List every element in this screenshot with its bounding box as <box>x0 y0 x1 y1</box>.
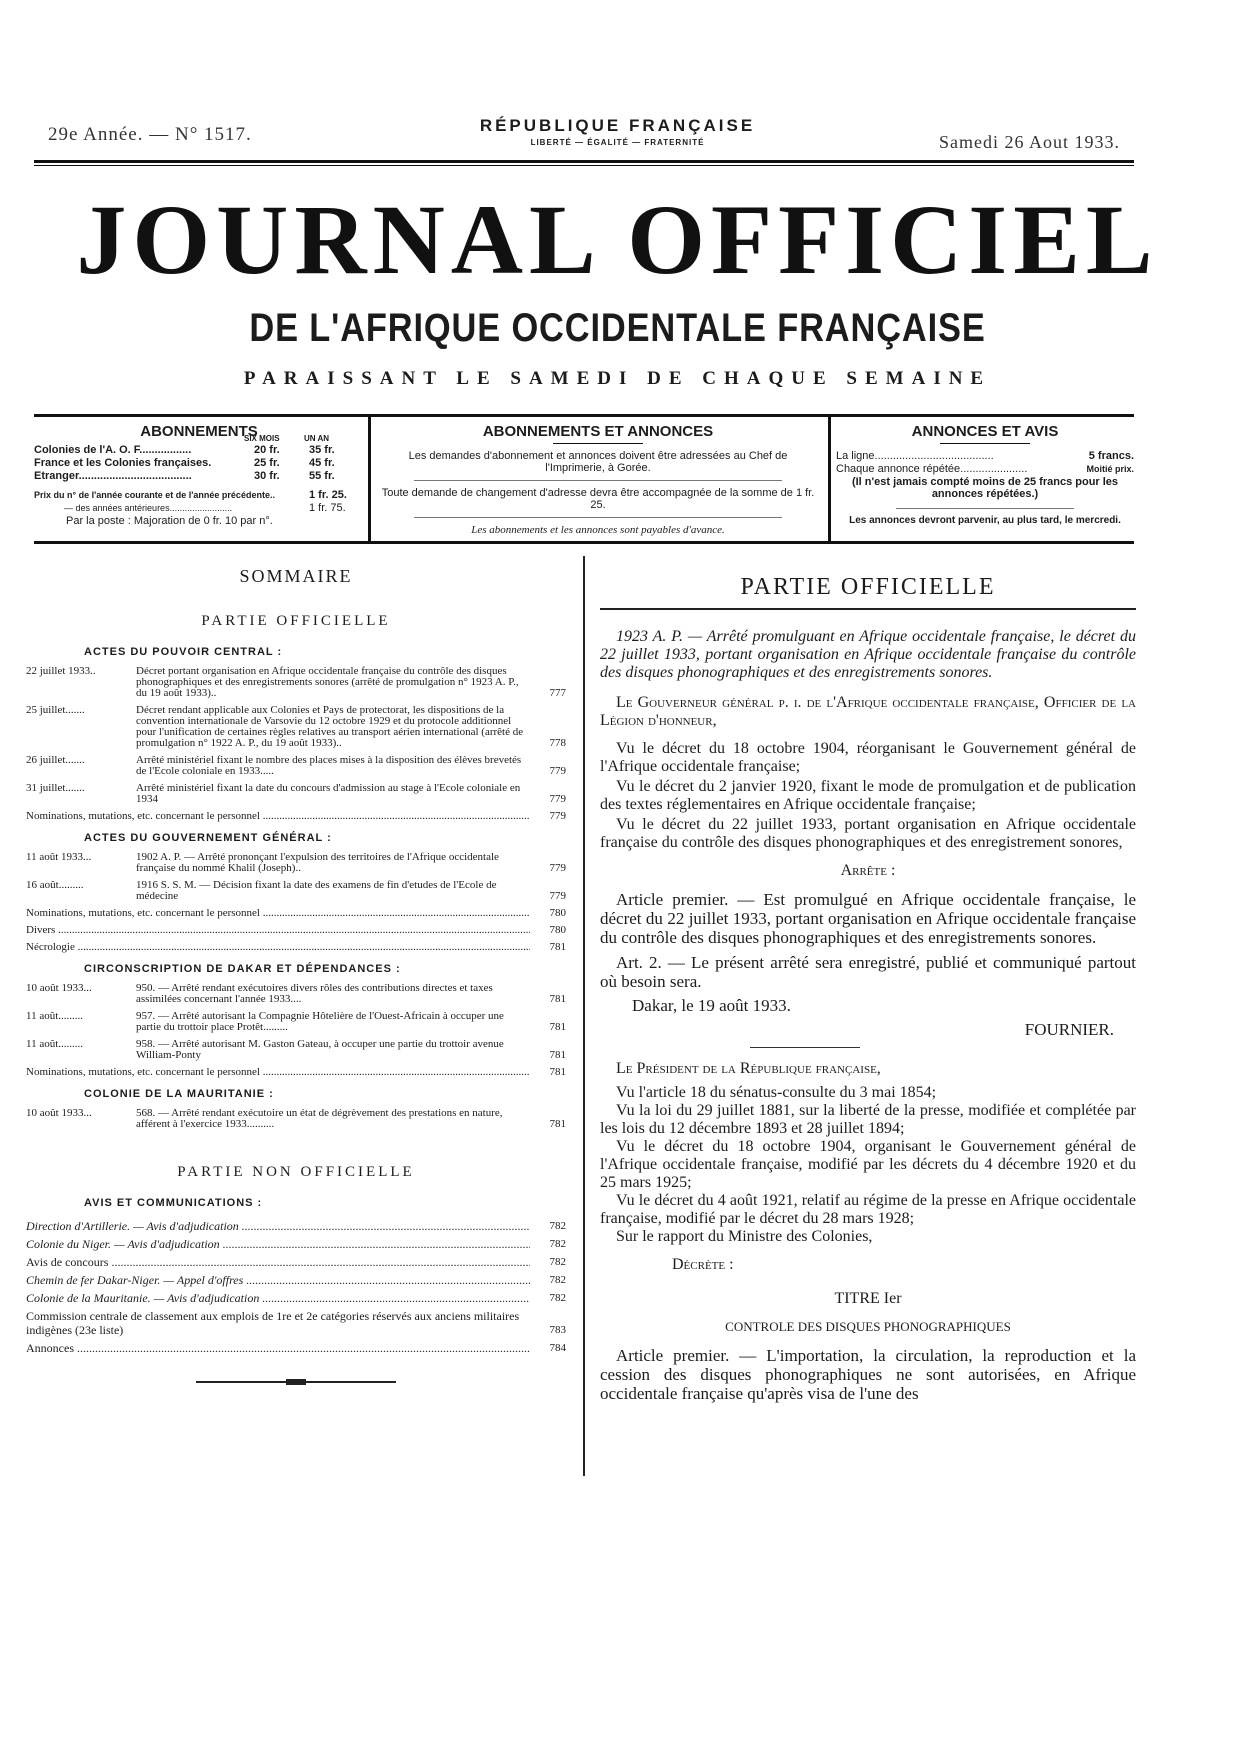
president-line: Le Président de la République française, <box>616 1060 881 1077</box>
avis-entry <box>26 1341 566 1355</box>
vu-paragraph: Vu le décret du 22 juillet 1933, portant organisation en Afrique occidentale française du contrôle des disques phonographiques et des enregistrement sonores, <box>600 816 1136 851</box>
avis-text: Direction d'Artillerie. — Avis d'adjudication ..... <box>26 1219 530 1233</box>
republic-motto: LIBERTÉ — ÉGALITÉ — FRATERNITÉ <box>530 138 705 147</box>
deadline-note: Les annonces devront parvenir, au plus tard, le mercredi. <box>849 515 1121 526</box>
sommaire-entry <box>26 666 566 699</box>
box-divider <box>368 417 371 541</box>
entry-text: 1916 S. S. M. — Décision fixant la date des examens de fin d'etudes de l'Ecole de médecine <box>136 879 497 902</box>
entry-date: 22 juillet 1933.. <box>26 665 96 677</box>
partie-non-officielle-heading: PARTIE NON OFFICIELLE <box>177 1164 415 1180</box>
entry-text: Divers ..... <box>26 925 530 936</box>
entry-page: 779 <box>549 810 566 822</box>
avis-page: 782 <box>549 1274 566 1286</box>
column-divider <box>583 556 585 1476</box>
sommaire-entry <box>26 811 566 822</box>
avis-entry <box>26 1255 566 1269</box>
avis-text: Avis de concours ..... <box>26 1255 530 1269</box>
signature: FOURNIER. <box>1024 1020 1114 1039</box>
abonnements-title: ABONNEMENTS <box>140 423 258 440</box>
entry-page: 780 <box>549 907 566 919</box>
place-date: Dakar, le 19 août 1933. <box>632 996 791 1015</box>
entry-text: Décret rendant applicable aux Colonies et Pays de protectorat, les dispositions de la convention internationale de Varsovie du 12 octobre 1929 et du protocole additionnel pour l'unification de certaines règles relatives au transport aérien international (arrêté de promulgation n° 1922 A. P., du 19 août 1933).. <box>136 704 524 749</box>
avis-page: 782 <box>549 1292 566 1304</box>
vu-paragraph: Vu le décret du 18 octobre 1904, réorganisant le Gouvernement général de l'Afrique occidentale française; <box>600 740 1136 775</box>
avis-list <box>26 1219 566 1355</box>
entry-page: 781 <box>549 993 566 1005</box>
partie-officielle-heading: PARTIE OFFICIELLE <box>201 613 391 629</box>
sommaire-entry <box>26 942 566 953</box>
titre-heading: TITRE Ier <box>834 1290 902 1307</box>
section-heading: COLONIE DE LA MAURITANIE : <box>84 1088 274 1100</box>
avis-text: Colonie de la Mauritanie. — Avis d'adjudication ..... <box>26 1291 530 1305</box>
sommaire-entry <box>26 983 566 1005</box>
address-change-note: Toute demande de changement d'adresse devra être accompagnée de la somme de 1 fr. 25. <box>381 487 815 511</box>
sommaire-entry <box>26 783 566 805</box>
partie-officielle <box>600 574 1136 1409</box>
entry-text: 957. — Arrêté autorisant la Compagnie Hôtelière de l'Ouest-Africain à occuper une partie du trottoir place Protêt......... <box>136 1010 504 1033</box>
sommaire-entry <box>26 852 566 874</box>
address-note: Les demandes d'abonnement et annonces doivent être adressées au Chef de l'Imprimerie, à Gorée. <box>408 450 788 474</box>
arrete-intro: 1923 A. P. — Arrêté promulguant en Afrique occidentale française, le décret du 22 juillet 1933, portant organisation en Afrique occidentale française du contrôle des disques phonographiques et des enregistrements sonores. <box>600 628 1136 681</box>
entry-page: 779 <box>549 890 566 902</box>
price-row: — des années antérieures......................... 1 fr. 75. <box>64 502 346 514</box>
entry-text: Nominations, mutations, etc. concernant le personnel ..... <box>26 908 530 919</box>
journal-title: JOURNAL OFFICIEL <box>76 184 1159 295</box>
annonces-avis-column <box>836 417 1134 541</box>
rapport-line: Sur le rapport du Ministre des Colonies, <box>616 1228 873 1245</box>
entry-date: 10 août 1933... <box>26 1107 92 1119</box>
partie-officielle-title: PARTIE OFFICIELLE <box>740 574 996 600</box>
avis-heading: AVIS ET COMMUNICATIONS : <box>84 1197 263 1209</box>
entry-text: Arrêté ministériel fixant le nombre des places mises à la disposition des élèves brevetés de l'Ecole coloniale en 1933..... <box>136 754 522 777</box>
entry-text: 1902 A. P. — Arrêté prononçant l'expulsion des territoires de l'Afrique occidentale française du nommé Khalil (Joseph).. <box>136 851 499 874</box>
rate-row: Colonies de l'A. O. F................. 20 fr. 35 fr. <box>34 444 335 456</box>
sommaire-entry <box>26 705 566 749</box>
sommaire-title: SOMMAIRE <box>239 566 353 586</box>
ornament-rule <box>196 1373 396 1391</box>
col-un-an: UN AN <box>304 434 330 443</box>
entry-text: Nominations, mutations, etc. concernant le personnel ..... <box>26 1067 530 1078</box>
avis-text: Chemin de fer Dakar-Niger. — Appel d'offres ..... <box>26 1273 530 1287</box>
entry-date: 25 juillet....... <box>26 704 85 716</box>
subscription-box <box>34 414 1134 544</box>
sommaire-entry <box>26 755 566 777</box>
entry-page: 781 <box>549 941 566 953</box>
tariff-row: La ligne....................................... 5 francs. <box>836 450 1134 462</box>
entry-page: 781 <box>549 1066 566 1078</box>
entry-page: 779 <box>549 793 566 805</box>
sommaire-entry <box>26 1039 566 1061</box>
sommaire-entry <box>26 880 566 902</box>
section-heading: ACTES DU POUVOIR CENTRAL : <box>84 646 283 658</box>
tariff-row: Chaque annonce répétée...................... Moitié prix. <box>836 463 1134 475</box>
price-row: Prix du n° de l'année courante et de l'année précédente.. 1 fr. 25. <box>34 489 347 501</box>
avis-page: 782 <box>549 1238 566 1250</box>
col-six-mois: SIX MOIS <box>244 434 280 443</box>
entry-page: 781 <box>549 1021 566 1033</box>
controle-heading: CONTROLE DES DISQUES PHONOGRAPHIQUES <box>725 1319 1011 1334</box>
decrete-heading: Décrète : <box>672 1256 734 1273</box>
entry-page: 781 <box>549 1118 566 1130</box>
avis-text: Annonces ..... <box>26 1341 530 1355</box>
entry-text: Nécrologie ..... <box>26 942 530 953</box>
entry-page: 779 <box>549 862 566 874</box>
abonnements-annonces-column <box>374 417 822 541</box>
journal-subtitle: DE L'AFRIQUE OCCIDENTALE FRANÇAISE <box>249 306 986 350</box>
issue-date: Samedi 26 Aout 1933. <box>939 132 1120 152</box>
gouverneur-line: Le Gouverneur général p. i. de l'Afrique occidentale française, Officier de la Légion d'honneur, <box>600 694 1136 729</box>
entry-page: 779 <box>549 765 566 777</box>
sommaire-entry <box>26 925 566 936</box>
arrete-heading: Arrête : <box>840 862 896 879</box>
article-two: Art. 2. — Le présent arrêté sera enregistré, publié et communiqué partout où besoin sera. <box>600 953 1136 991</box>
entry-page: 780 <box>549 924 566 936</box>
avis-text: Commission centrale de classement aux emplois de 1re et 2e catégories réservés aux anciens militaires indigènes (23e liste) <box>26 1309 520 1337</box>
avis-entry <box>26 1237 566 1251</box>
sommaire-entry <box>26 1011 566 1033</box>
annonces-avis-title: ANNONCES ET AVIS <box>911 423 1059 440</box>
payment-note: Les abonnements et les annonces sont payables d'avance. <box>471 524 725 536</box>
entry-text: 958. — Arrêté autorisant M. Gaston Gateau, à occuper une partie du trottoir avenue William-Ponty <box>136 1038 504 1061</box>
entry-date: 31 juillet....... <box>26 782 85 794</box>
vu-paragraph: Vu la loi du 29 juillet 1881, sur la liberté de la presse, modifiée et complétée par les lois du 12 décembre 1893 et 28 juillet 1894; <box>600 1102 1136 1137</box>
sommaire-entry <box>26 1067 566 1078</box>
vu-paragraph: Vu le décret du 18 octobre 1904, organisant le Gouvernement général de l'Afrique occidentale française, modifié par les décrets du 4 décembre 1920 et du 25 mars 1925; <box>600 1138 1136 1191</box>
avis-entry <box>26 1291 566 1305</box>
sommaire-entry <box>26 908 566 919</box>
entry-text: Nominations, mutations, etc. concernant le personnel ..... <box>26 811 530 822</box>
entry-text: Décret portant organisation en Afrique occidentale française du contrôle des disques phonographiques et des enregistrements sonores (arrêté de promulgation n° 1923 A. P., du 19 août 1933).. <box>136 665 519 699</box>
entry-page: 778 <box>549 737 566 749</box>
top-rule-thin <box>34 165 1134 166</box>
article-one: Article premier. — Est promulgué en Afrique occidentale française, le décret du 22 juillet 1933, portant organisation en Afrique occidentale française du contrôle des disques phonographiques et des enregistrements sonores. <box>600 890 1136 947</box>
decree-article-one: Article premier. — L'importation, la circulation, la reproduction et la cession des disques phonographiques ne sont autorisées, en Afrique occidentale française qu'après visa de l'une des <box>600 1346 1136 1403</box>
avis-entry <box>26 1273 566 1287</box>
sommaire <box>26 566 566 1391</box>
publication-frequency: PARAISSANT LE SAMEDI DE CHAQUE SEMAINE <box>243 368 992 389</box>
rate-row: Etranger..................................... 30 fr. 55 fr. <box>34 470 335 482</box>
rate-row: France et les Colonies françaises. 25 fr. 45 fr. <box>34 457 335 469</box>
abonnements-column <box>34 417 364 541</box>
republic-title: RÉPUBLIQUE FRANÇAISE <box>479 116 756 135</box>
minimum-note: (Il n'est jamais compté moins de 25 francs pour les annonces répétées.) <box>851 476 1119 500</box>
sommaire-entry <box>26 1108 566 1130</box>
sommaire-sections <box>26 646 566 1130</box>
avis-entry <box>26 1219 566 1233</box>
section-heading: CIRCONSCRIPTION DE DAKAR ET DÉPENDANCES : <box>84 963 401 975</box>
vu-paragraph: Vu l'article 18 du sénatus-consulte du 3 mai 1854; <box>616 1084 937 1101</box>
issue-number: 29e Année. — N° 1517. <box>48 124 252 145</box>
entry-page: 781 <box>549 1049 566 1061</box>
entry-date: 11 août......... <box>26 1010 84 1022</box>
postal-note: Par la poste : Majoration de 0 fr. 10 par n°. <box>66 515 273 527</box>
vu-paragraph: Vu le décret du 2 janvier 1920, fixant le mode de promulgation et de publication des textes réglementaires en Afrique occidentale française; <box>600 778 1136 813</box>
entry-date: 11 août 1933... <box>26 851 92 863</box>
section-heading: ACTES DU GOUVERNEMENT GÉNÉRAL : <box>84 832 332 844</box>
box-divider <box>828 417 831 541</box>
top-rule <box>34 160 1134 163</box>
avis-page: 782 <box>549 1256 566 1268</box>
entry-date: 10 août 1933... <box>26 982 92 994</box>
avis-page: 783 <box>549 1324 566 1336</box>
entry-text: 568. — Arrêté rendant exécutoire un état de dégrèvement des prestations en nature, afférent à l'exercice 1933.......... <box>136 1107 503 1130</box>
entry-date: 11 août......... <box>26 1038 84 1050</box>
entry-text: Arrêté ministériel fixant la date du concours d'admission au stage à l'Ecole coloniale en 1934 <box>136 782 521 805</box>
vu-paragraph: Vu le décret du 4 août 1921, relatif au régime de la presse en Afrique occidentale française, modifié par le décret du 28 mars 1928; <box>600 1192 1136 1227</box>
entry-date: 16 août......... <box>26 879 84 891</box>
entry-text: 950. — Arrêté rendant exécutoires divers rôles des contributions directes et taxes assimilées concernant l'année 1933.... <box>136 982 493 1005</box>
avis-page: 784 <box>549 1342 566 1354</box>
avis-text: Colonie du Niger. — Avis d'adjudication ..... <box>26 1237 530 1251</box>
avis-page: 782 <box>549 1220 566 1232</box>
entry-page: 777 <box>549 687 566 699</box>
entry-date: 26 juillet....... <box>26 754 85 766</box>
abonnements-annonces-title: ABONNEMENTS ET ANNONCES <box>482 423 714 440</box>
avis-entry <box>26 1309 566 1337</box>
